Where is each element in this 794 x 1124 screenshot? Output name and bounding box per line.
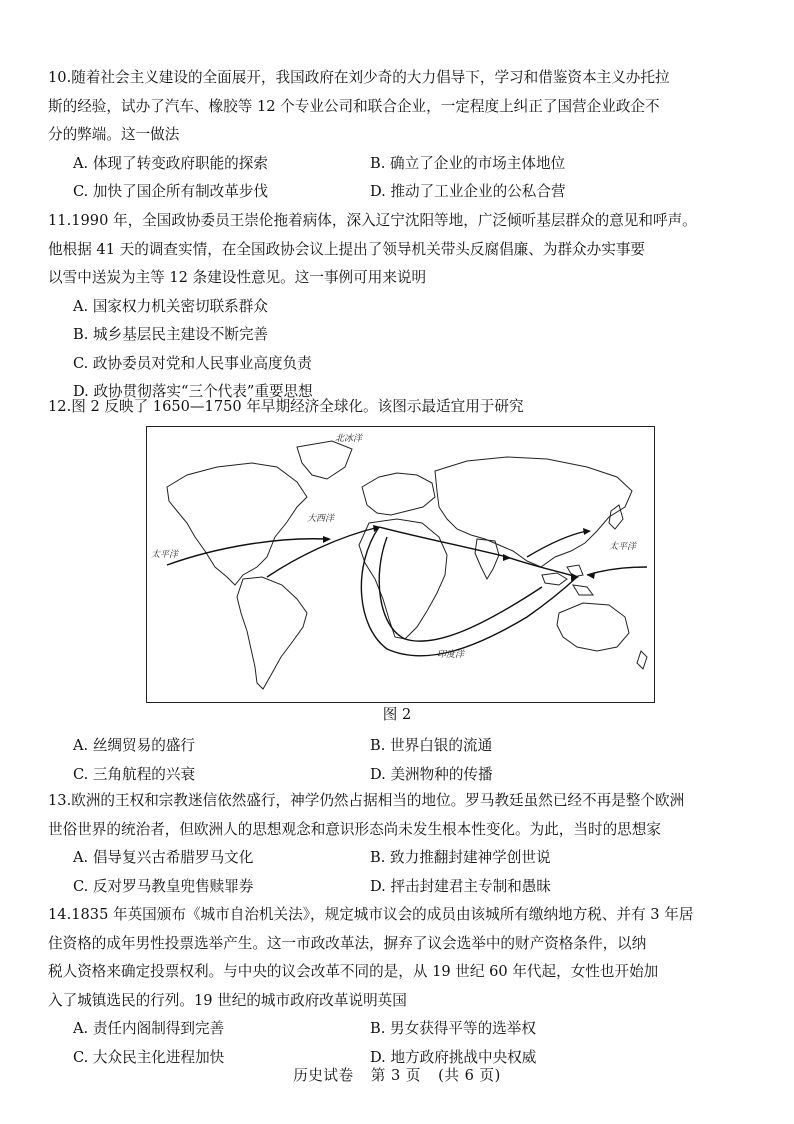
transpacific-route bbox=[587, 567, 647, 575]
africa-outline bbox=[359, 519, 447, 639]
option-b: B. 城乡基层民主建设不断完善 bbox=[73, 326, 269, 343]
option-row bbox=[48, 1015, 748, 1044]
question-text-line: 世俗世界的统治者，但欧洲人的思想观念和意识形态尚未发生根本性变化。为此，当时的思想家 bbox=[48, 820, 661, 838]
footer-total-pages: (共 6 页) bbox=[438, 1067, 501, 1084]
option-a: A. 倡导复兴古希腊罗马文化 bbox=[73, 849, 254, 866]
option-row bbox=[48, 732, 748, 761]
option-d: D. 美洲物种的传播 bbox=[370, 765, 493, 783]
option-a: A. 国家权力机关密切联系群众 bbox=[73, 297, 268, 315]
inner-cape-route bbox=[379, 537, 542, 641]
question-text-line: 分的弊端。这一做法 bbox=[48, 126, 180, 143]
ocean-label-pacific-west: 太平洋 bbox=[151, 550, 179, 560]
option-row bbox=[48, 873, 748, 902]
option-row bbox=[48, 844, 748, 873]
landmasses bbox=[167, 441, 647, 689]
question-13 bbox=[48, 787, 748, 901]
footer-page-number: 第 3 页 bbox=[370, 1067, 421, 1084]
question-number: 10. bbox=[48, 69, 72, 86]
question-number: 14. bbox=[48, 906, 72, 923]
option-c: C. 大众民主化进程加快 bbox=[73, 1048, 225, 1066]
option-row bbox=[48, 321, 748, 350]
north-america-outline bbox=[167, 463, 307, 585]
pacific-route bbox=[167, 539, 327, 565]
option-row bbox=[48, 761, 748, 790]
question-text-line: 12.图 2 反映了 1650—1750 年早期经济全球化。该图示最适宜用于研究 bbox=[48, 393, 748, 422]
option-a: A. 体现了转变政府职能的探索 bbox=[73, 154, 268, 172]
option-c: C. 加快了国企所有制改革步伐 bbox=[73, 183, 269, 200]
option-row bbox=[48, 293, 748, 322]
question-text-line: 他根据 41 天的调查实情，在全国政协会议上提出了领导机关带头反腐倡廉、为群众办实事要 bbox=[48, 240, 646, 258]
page-footer bbox=[0, 1069, 794, 1084]
world-trade-map bbox=[146, 426, 655, 703]
question-11 bbox=[48, 207, 748, 407]
route-arrow bbox=[503, 554, 511, 561]
japan-outline bbox=[609, 505, 623, 529]
question-text-line: 以雪中送炭为主等 12 条建设性意见。这一事例可用来说明 bbox=[48, 269, 427, 286]
question-12 bbox=[48, 393, 748, 422]
question-text-line: 入了城镇选民的行列。19 世纪的城市政府改革说明英国 bbox=[48, 991, 407, 1009]
option-b: B. 世界白银的流通 bbox=[370, 737, 493, 754]
option-d: D. 抨击封建君主专制和愚昧 bbox=[370, 877, 551, 895]
option-d: D. 推动了工业企业的公私合营 bbox=[370, 183, 566, 200]
asia-coastal-route bbox=[527, 531, 587, 557]
footer-subject: 历史试卷 bbox=[293, 1067, 354, 1084]
europe-asia-north-route bbox=[379, 527, 577, 577]
question-text-line: 住资格的成年男性投票选举产生。这一市政改革法，摒弃了议会选举中的财产资格条件，以纳 bbox=[48, 934, 647, 952]
option-c: C. 政协委员对党和人民事业高度负责 bbox=[73, 354, 312, 372]
figure-caption: 图 2 bbox=[382, 706, 412, 723]
option-a: A. 责任内阁制得到完善 bbox=[73, 1020, 225, 1037]
option-d: D. 政协贯彻落实“三个代表”重要思想 bbox=[73, 383, 313, 400]
europe-outline bbox=[362, 473, 435, 515]
question-text-line: 13.欧洲的王权和宗教迷信依然盛行，神学仍然占据相当的地位。罗马教廷虽然已经不再是整个欧洲 bbox=[48, 787, 748, 816]
option-b: B. 确立了企业的市场主体地位 bbox=[370, 154, 566, 172]
india-outline bbox=[475, 539, 499, 579]
option-row bbox=[48, 178, 748, 207]
option-row bbox=[48, 350, 748, 379]
question-10 bbox=[48, 64, 748, 207]
asia-outline bbox=[435, 457, 632, 567]
option-d: D. 地方政府挑战中央权威 bbox=[370, 1048, 537, 1066]
route-arrow bbox=[323, 536, 331, 543]
ocean-label-indian: 印度洋 bbox=[437, 650, 465, 660]
ocean-label-atlantic: 大西洋 bbox=[307, 514, 335, 524]
option-a: A. 丝绸贸易的盛行 bbox=[73, 737, 195, 754]
greenland-outline bbox=[297, 441, 352, 479]
question-14 bbox=[48, 901, 748, 1072]
question-text-line: 斯的经验，试办了汽车、橡胶等 12 个专业公司和联合企业，一定程度上纠正了国营企业政企不 bbox=[48, 97, 660, 115]
question-12-options bbox=[48, 732, 748, 789]
question-text-line: 11.1990 年，全国政协委员王崇伦拖着病体，深入辽宁沈阳等地，广泛倾听基层群众的意见和呼声。 bbox=[48, 207, 748, 236]
option-b: B. 男女获得平等的选举权 bbox=[370, 1020, 536, 1037]
route-arrow bbox=[583, 528, 591, 535]
ocean-label-pacific-east: 太平洋 bbox=[609, 542, 637, 552]
option-b: B. 致力推翻封建神学创世说 bbox=[370, 849, 551, 866]
new-zealand-outline bbox=[637, 651, 647, 669]
question-number: 13. bbox=[48, 792, 72, 809]
question-text-line: 税人资格来确定投票权利。与中央的议会改革不同的是，从 19 世纪 60 年代起，女性也开始加 bbox=[48, 963, 659, 980]
question-text-line: 10.随着社会主义建设的全面展开，我国政府在刘少奇的大力倡导下，学习和借鉴资本主义办托拉 bbox=[48, 64, 748, 93]
option-c: C. 三角航程的兴衰 bbox=[73, 765, 196, 783]
australia-outline bbox=[557, 603, 629, 651]
ocean-label-arctic: 北冰洋 bbox=[335, 434, 363, 444]
question-text-line: 14.1835 年英国颁布《城市自治机关法》，规定城市议会的成员由该城所有缴纳地方税、并有 3 年居 bbox=[48, 901, 748, 930]
option-c: C. 反对罗马教皇兜售赎罪券 bbox=[73, 877, 254, 895]
map-svg bbox=[147, 427, 654, 702]
south-america-outline bbox=[237, 577, 307, 689]
option-row bbox=[48, 150, 748, 179]
question-number: 11. bbox=[48, 212, 72, 229]
question-number: 12. bbox=[48, 398, 72, 415]
